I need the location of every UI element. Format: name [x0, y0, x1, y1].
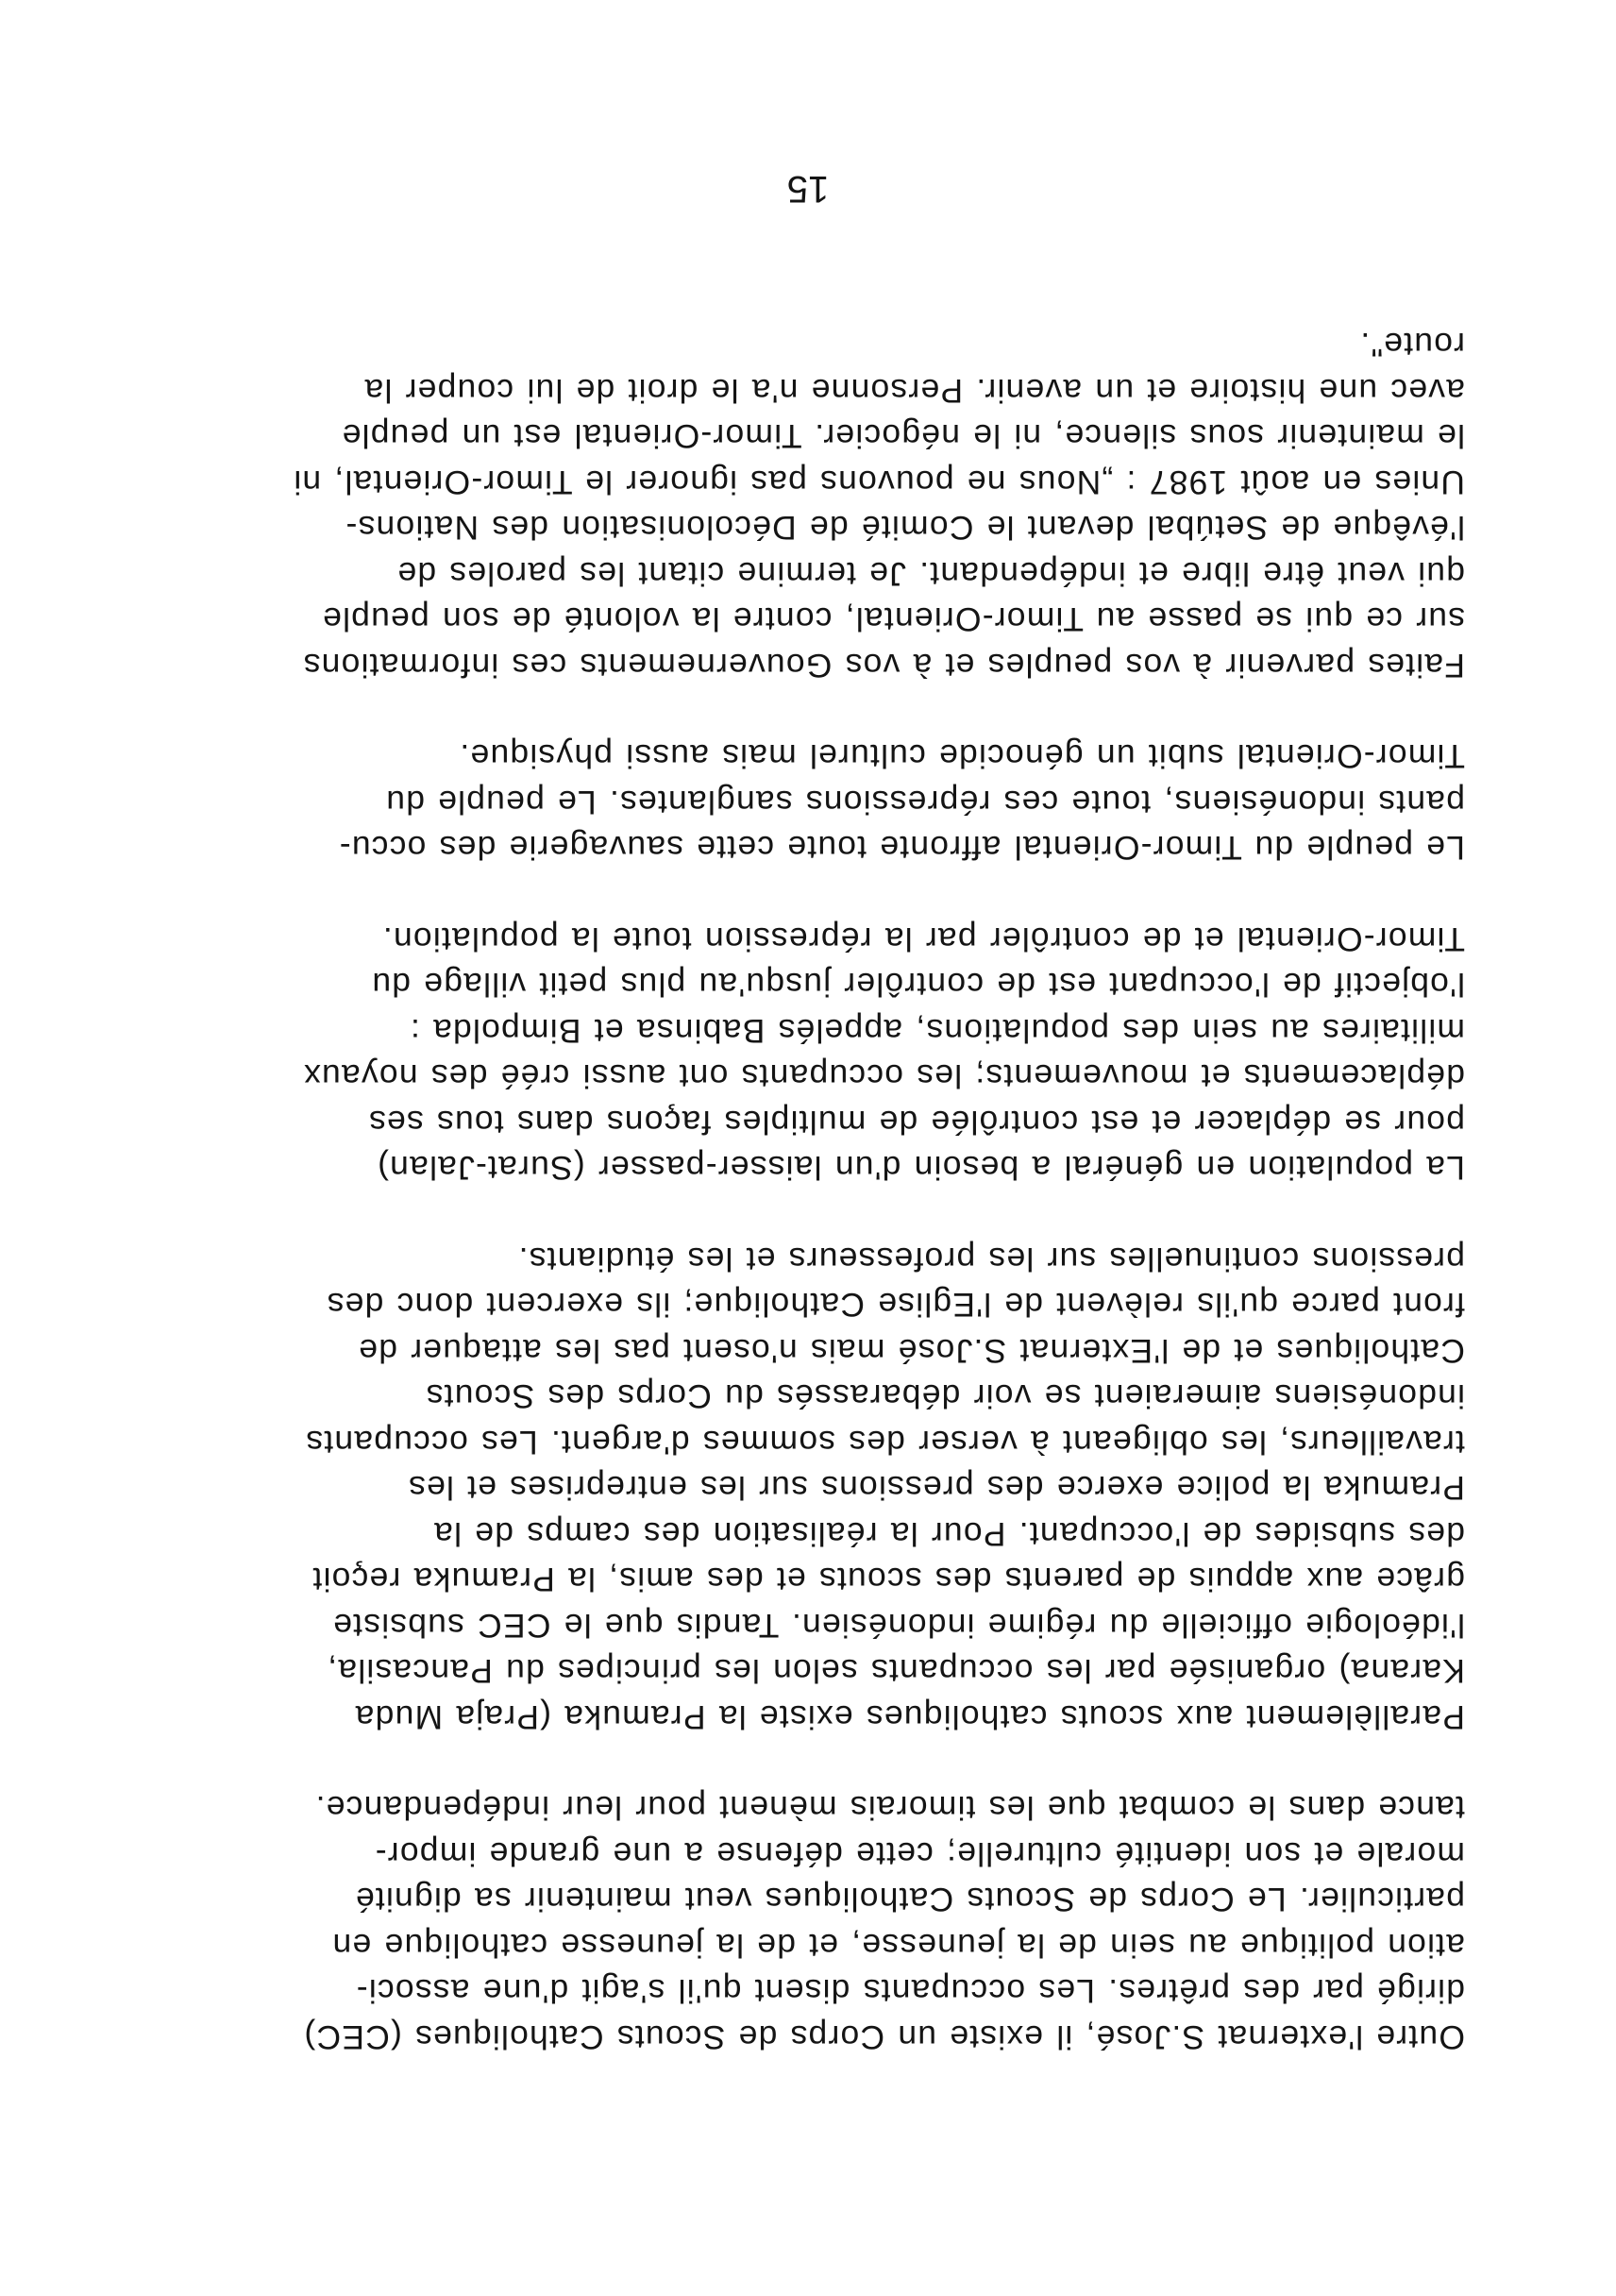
body-text	[125, 277, 1465, 2060]
paragraph-appel: Faites parvenir à vos peuples et à vos Gouvernements ces informations sur ce qui se passe au Timor-Oriental, contre la volonté de son peuple qui veut être libre et indépendant. Je termine citant les paroles de l'évêque de Setúbal devant le Comité de Décolonisation des Nations- Unies en août 1987 : „Nous ne pouvons pas ignorer le Timor-Oriental, ni le maintenir sous silence, ni le négocier. Timor-Oriental est un peuple avec une histoire et un avenir. Personne n'a le droit de lui couper la route".	[293, 326, 1465, 684]
paragraph-scouts-catholiques: Outre l'externat S.José, il existe un Corps de Scouts Catholiques (CEC) dirigé par des prêtres. Les occupants disent qu'il s'agit d'une associ- ation politique au sein de la jeunesse, et de la jeunesse catholique en particulier. Le Corps de Scouts Catholiques veut maintenir sa dignité morale et son identité culturelle; cette défense a une grande impor- tance dans le combat que les timorais mènent pour leur indépendance.	[303, 1789, 1465, 2056]
page-number: 15	[786, 168, 830, 210]
paragraph-laisser-passer: La population en général a besoin d'un laisser-passer (Surat-Jalan) pour se déplacer et est contrôlée de multiples façons dans tous ses déplacements et mouvements; les occupants ont aussi créé des noyaux militaires au sein des populations, appelés Babinsa et Bimpolda : l'objectif de l'occupant est de contrôler jusqu'au plus petit village du Timor-Oriental et de contrôler par la répression toute la population.	[302, 920, 1465, 1188]
paragraph-pramuka: Parallèlement aux scouts catholiques existe la Pramuka (Praja Muda Karana) organisée par les occupants selon les principes du Pancasila, l'idéologie officielle du régime indonésien. Tandis que le CEC subsiste grâce aux appuis de parents des scouts et des amis, la Pramuka reçoit des subsides de l'occupant. Pour la réalisation des camps de la Pramuka la police exerce des pressions sur les entreprises et les travailleurs, les obligeant à verser des sommes d'argent. Les occupants indonésiens aimeraient se voir débarassés du Corps des Scouts Catholiques et de l'Externat S.José mais n'osent pas les attaquer de front parce qu'ils relèvent de l'Eglise Catholique; ils exercent donc des pressions continuelles sur les professeurs et les étudiants.	[305, 1241, 1465, 1736]
paragraph-peuple: Le peuple du Timor-Oriental affronte toute cette sauvagerie des occu- pants indonésiens, toute ces répressions sanglantes. Le peuple du Timor-Oriental subit un génocide culturel mais aussi physique.	[338, 737, 1465, 868]
